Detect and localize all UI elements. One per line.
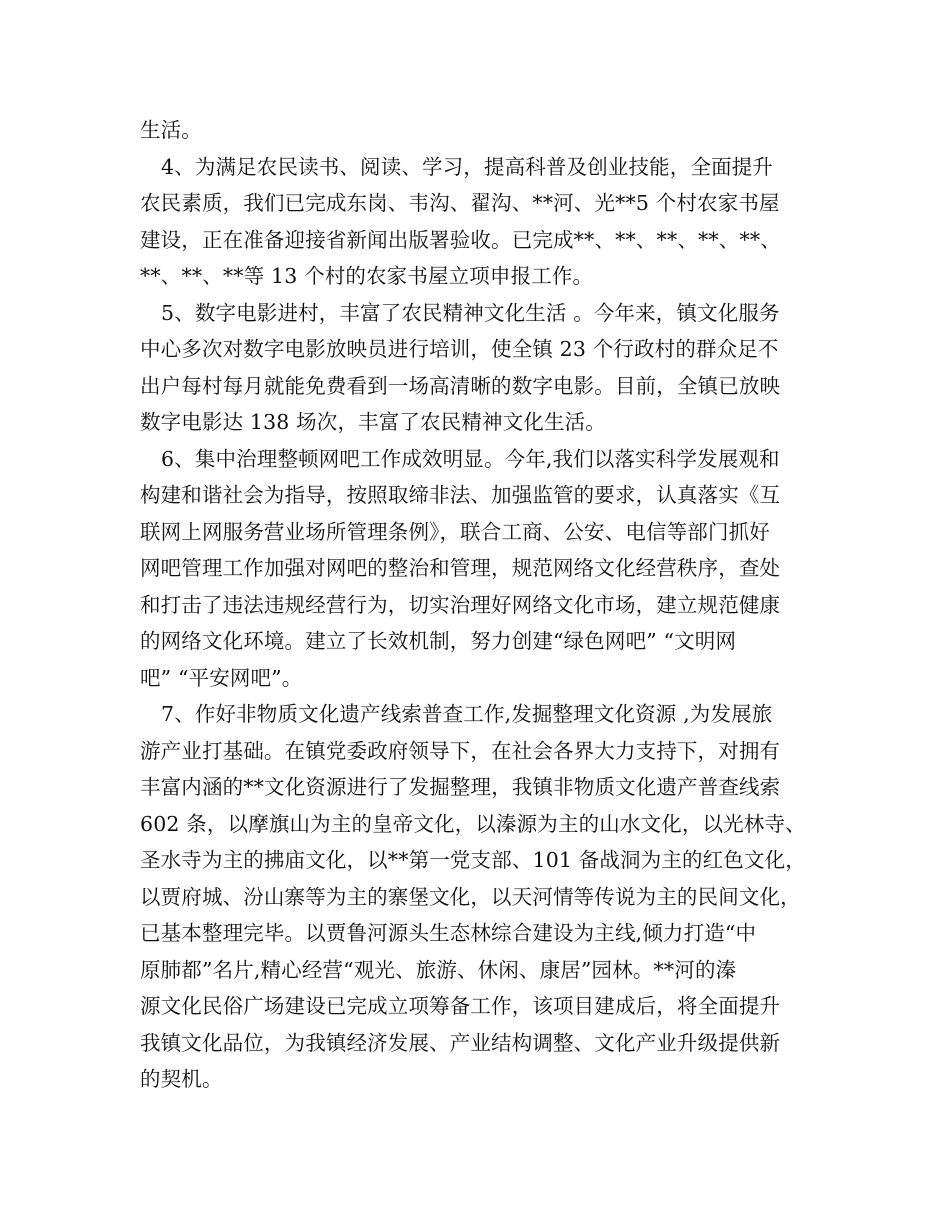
text-line: 以贾府城、汾山寨等为主的寨堡文化，以天河情等传说为主的民间文化， — [140, 884, 801, 909]
text-line: 丰富内涵的**文化资源进行了发掘整理，我镇非物质文化遗产普查线索 — [140, 775, 781, 799]
text-line: 源文化民俗广场建设已完成立项筹备工作，该项目建成后，将全面提升 — [140, 994, 781, 1018]
text-line: 4、为满足农民读书、阅读、学习，提高科普及创业技能，全面提升 — [161, 154, 774, 179]
text-line: 6、集中治理整顿网吧工作成效明显。今年,我们以落实科学发展观和 — [161, 446, 780, 471]
text-line: 602 条，以摩旗山为主的皇帝文化，以溱源为主的山水文化，以光林寺、 — [140, 811, 806, 836]
text-line: 生活。 — [140, 118, 202, 142]
document-body — [140, 112, 830, 1098]
text-line: 构建和谐社会为指导，按照取缔非法、加强监管的要求，认真落实《互 — [140, 483, 781, 507]
text-line: 吧” “平安网吧”。 — [140, 665, 303, 690]
text-line: 和打击了违法违规经营行为，切实治理好网络文化市场，建立规范健康 — [140, 592, 781, 617]
text-line: 游产业打基础。在镇党委政府领导下，在社会各界大力支持下，对拥有 — [140, 738, 781, 763]
text-line: 原肺都”名片,精心经营“观光、旅游、休闲、康居”园林。**河的溱 — [140, 957, 737, 982]
text-line: 网吧管理工作加强对网吧的整治和管理，规范网络文化经营秩序，查处 — [140, 556, 781, 580]
text-line: 的网络文化环境。建立了长效机制，努力创建“绿色网吧” “文明网 — [140, 629, 737, 653]
text-line: 5、数字电影进村，丰富了农民精神文化生活 。今年来，镇文化服务 — [161, 300, 780, 325]
text-line: 建设，正在准备迎接省新闻出版署验收。已完成**、**、**、**、**、 — [140, 227, 781, 252]
text-line: 农民素质，我们已完成东岗、韦沟、翟沟、**河、光**5 个村农家书屋 — [140, 191, 780, 215]
text-line: **、**、**等 13 个村的农家书屋立项申报工作。 — [140, 264, 594, 288]
text-line: 联网上网服务营业场所管理条例》，联合工商、公安、电信等部门抓好 — [140, 519, 770, 544]
text-line: 已基本整理完毕。以贾鲁河源头生态林综合建设为主线,倾力打造“中 — [140, 921, 757, 945]
text-line: 我镇文化品位，为我镇经济发展、产业结构调整、文化产业升级提供新 — [140, 1030, 781, 1055]
text-line: 圣水寺为主的拂庙文化，以**第一党支部、101 备战洞为主的红色文化， — [140, 848, 806, 872]
text-line: 数字电影达 138 场次，丰富了农民精神文化生活。 — [140, 410, 606, 434]
text-line: 7、作好非物质文化遗产线索普查工作,发掘整理文化资源 ,为发展旅 — [161, 702, 773, 726]
text-line: 中心多次对数字电影放映员进行培训，使全镇 23 个行政村的群众足不 — [140, 337, 779, 361]
text-line: 的契机。 — [140, 1067, 223, 1091]
text-line: 出户每村每月就能免费看到一场高清晰的数字电影。目前，全镇已放映 — [140, 373, 781, 398]
